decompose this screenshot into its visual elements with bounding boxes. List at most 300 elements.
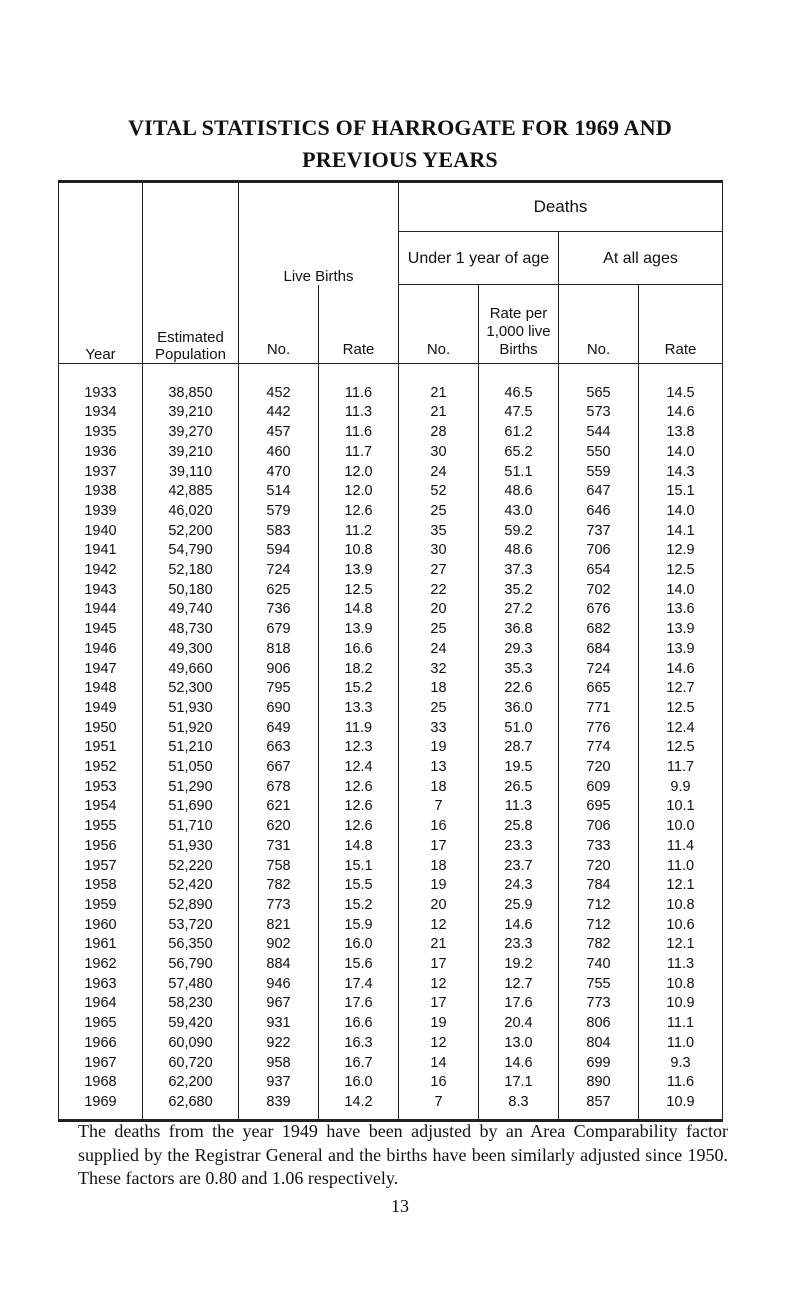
cell-births-no: 452 bbox=[239, 384, 319, 404]
cell-all-deaths-rate: 13.8 bbox=[639, 423, 723, 443]
cell-births-rate: 11.3 bbox=[319, 403, 399, 423]
cell-population: 51,930 bbox=[143, 837, 239, 857]
cell-all-deaths-rate: 10.6 bbox=[639, 916, 723, 936]
cell-births-rate: 14.8 bbox=[319, 837, 399, 857]
cell-all-deaths-no: 699 bbox=[559, 1054, 639, 1074]
title-line-1: VITAL STATISTICS OF HARROGATE FOR 1969 AND bbox=[128, 115, 672, 140]
cell-all-deaths-rate: 10.9 bbox=[639, 994, 723, 1014]
table-row bbox=[59, 1034, 723, 1054]
cell-births-no: 958 bbox=[239, 1054, 319, 1074]
cell-infant-deaths-no: 12 bbox=[399, 1034, 479, 1054]
cell-births-rate: 12.4 bbox=[319, 758, 399, 778]
cell-births-no: 736 bbox=[239, 600, 319, 620]
cell-year: 1943 bbox=[59, 581, 143, 601]
cell-infant-rate: 22.6 bbox=[479, 679, 559, 699]
cell-all-deaths-no: 774 bbox=[559, 738, 639, 758]
cell-population: 52,220 bbox=[143, 857, 239, 877]
cell-population: 51,690 bbox=[143, 797, 239, 817]
cell-infant-rate: 23.3 bbox=[479, 837, 559, 857]
cell-year: 1968 bbox=[59, 1073, 143, 1093]
cell-year: 1952 bbox=[59, 758, 143, 778]
cell-infant-deaths-no: 12 bbox=[399, 975, 479, 995]
cell-all-deaths-no: 740 bbox=[559, 955, 639, 975]
cell-all-deaths-no: 737 bbox=[559, 522, 639, 542]
table-row bbox=[59, 916, 723, 936]
cell-all-deaths-no: 702 bbox=[559, 581, 639, 601]
cell-births-no: 625 bbox=[239, 581, 319, 601]
cell-all-deaths-rate: 10.0 bbox=[639, 817, 723, 837]
cell-population: 58,230 bbox=[143, 994, 239, 1014]
table-row bbox=[59, 778, 723, 798]
cell-all-deaths-no: 857 bbox=[559, 1093, 639, 1121]
cell-infant-rate: 35.2 bbox=[479, 581, 559, 601]
cell-all-deaths-no: 665 bbox=[559, 679, 639, 699]
cell-population: 49,660 bbox=[143, 660, 239, 680]
cell-all-deaths-rate: 12.5 bbox=[639, 699, 723, 719]
cell-population: 39,270 bbox=[143, 423, 239, 443]
cell-all-deaths-no: 695 bbox=[559, 797, 639, 817]
cell-all-deaths-rate: 12.4 bbox=[639, 719, 723, 739]
cell-births-no: 884 bbox=[239, 955, 319, 975]
header-all-deaths-no: No. bbox=[559, 285, 639, 364]
page-title bbox=[0, 112, 800, 176]
cell-year: 1933 bbox=[59, 384, 143, 404]
cell-births-no: 773 bbox=[239, 896, 319, 916]
cell-infant-deaths-no: 20 bbox=[399, 600, 479, 620]
cell-year: 1937 bbox=[59, 463, 143, 483]
cell-infant-rate: 28.7 bbox=[479, 738, 559, 758]
cell-births-no: 906 bbox=[239, 660, 319, 680]
cell-infant-rate: 27.2 bbox=[479, 600, 559, 620]
cell-all-deaths-rate: 11.0 bbox=[639, 857, 723, 877]
cell-births-no: 937 bbox=[239, 1073, 319, 1093]
cell-infant-rate: 46.5 bbox=[479, 384, 559, 404]
cell-population: 39,210 bbox=[143, 403, 239, 423]
cell-population: 53,720 bbox=[143, 916, 239, 936]
cell-all-deaths-rate: 11.7 bbox=[639, 758, 723, 778]
cell-year: 1946 bbox=[59, 640, 143, 660]
cell-population: 52,200 bbox=[143, 522, 239, 542]
cell-births-rate: 14.8 bbox=[319, 600, 399, 620]
cell-all-deaths-no: 720 bbox=[559, 857, 639, 877]
cell-births-no: 583 bbox=[239, 522, 319, 542]
cell-year: 1935 bbox=[59, 423, 143, 443]
cell-all-deaths-rate: 12.1 bbox=[639, 935, 723, 955]
cell-births-rate: 13.9 bbox=[319, 620, 399, 640]
cell-population: 49,740 bbox=[143, 600, 239, 620]
header-infant-rate-per-1000: Rate per 1,000 live Births bbox=[479, 285, 559, 364]
cell-all-deaths-rate: 11.3 bbox=[639, 955, 723, 975]
table-row bbox=[59, 660, 723, 680]
table-row bbox=[59, 935, 723, 955]
cell-infant-deaths-no: 13 bbox=[399, 758, 479, 778]
cell-year: 1962 bbox=[59, 955, 143, 975]
page-number: 13 bbox=[391, 1196, 409, 1216]
cell-all-deaths-rate: 14.5 bbox=[639, 384, 723, 404]
cell-all-deaths-rate: 13.6 bbox=[639, 600, 723, 620]
cell-infant-rate: 47.5 bbox=[479, 403, 559, 423]
cell-all-deaths-no: 773 bbox=[559, 994, 639, 1014]
cell-births-rate: 14.2 bbox=[319, 1093, 399, 1121]
cell-all-deaths-rate: 14.1 bbox=[639, 522, 723, 542]
cell-infant-deaths-no: 22 bbox=[399, 581, 479, 601]
cell-infant-rate: 20.4 bbox=[479, 1014, 559, 1034]
cell-infant-deaths-no: 21 bbox=[399, 403, 479, 423]
table-row bbox=[59, 817, 723, 837]
cell-infant-deaths-no: 24 bbox=[399, 463, 479, 483]
cell-year: 1959 bbox=[59, 896, 143, 916]
cell-births-no: 470 bbox=[239, 463, 319, 483]
cell-infant-deaths-no: 20 bbox=[399, 896, 479, 916]
cell-infant-deaths-no: 24 bbox=[399, 640, 479, 660]
cell-year: 1964 bbox=[59, 994, 143, 1014]
cell-all-deaths-no: 559 bbox=[559, 463, 639, 483]
cell-infant-rate: 29.3 bbox=[479, 640, 559, 660]
cell-all-deaths-no: 782 bbox=[559, 935, 639, 955]
cell-all-deaths-rate: 10.1 bbox=[639, 797, 723, 817]
cell-births-no: 758 bbox=[239, 857, 319, 877]
cell-population: 52,300 bbox=[143, 679, 239, 699]
cell-year: 1955 bbox=[59, 817, 143, 837]
cell-infant-rate: 11.3 bbox=[479, 797, 559, 817]
table-row bbox=[59, 837, 723, 857]
table-row bbox=[59, 699, 723, 719]
cell-births-rate: 15.2 bbox=[319, 679, 399, 699]
cell-population: 50,180 bbox=[143, 581, 239, 601]
cell-infant-deaths-no: 35 bbox=[399, 522, 479, 542]
cell-births-no: 902 bbox=[239, 935, 319, 955]
cell-infant-deaths-no: 30 bbox=[399, 443, 479, 463]
cell-population: 51,920 bbox=[143, 719, 239, 739]
cell-births-rate: 15.1 bbox=[319, 857, 399, 877]
cell-infant-rate: 61.2 bbox=[479, 423, 559, 443]
cell-all-deaths-rate: 9.3 bbox=[639, 1054, 723, 1074]
title-line-2: PREVIOUS YEARS bbox=[302, 147, 498, 172]
cell-population: 62,680 bbox=[143, 1093, 239, 1121]
cell-all-deaths-no: 706 bbox=[559, 541, 639, 561]
cell-all-deaths-no: 609 bbox=[559, 778, 639, 798]
cell-infant-deaths-no: 32 bbox=[399, 660, 479, 680]
cell-all-deaths-no: 771 bbox=[559, 699, 639, 719]
cell-year: 1951 bbox=[59, 738, 143, 758]
cell-all-deaths-rate: 9.9 bbox=[639, 778, 723, 798]
cell-births-rate: 13.9 bbox=[319, 561, 399, 581]
cell-all-deaths-rate: 12.1 bbox=[639, 876, 723, 896]
cell-all-deaths-no: 890 bbox=[559, 1073, 639, 1093]
cell-births-no: 620 bbox=[239, 817, 319, 837]
cell-population: 49,300 bbox=[143, 640, 239, 660]
cell-births-no: 667 bbox=[239, 758, 319, 778]
table-row bbox=[59, 600, 723, 620]
cell-births-rate: 17.4 bbox=[319, 975, 399, 995]
cell-infant-rate: 23.7 bbox=[479, 857, 559, 877]
cell-all-deaths-no: 784 bbox=[559, 876, 639, 896]
cell-births-no: 678 bbox=[239, 778, 319, 798]
cell-year: 1957 bbox=[59, 857, 143, 877]
table-row bbox=[59, 561, 723, 581]
cell-births-no: 514 bbox=[239, 482, 319, 502]
cell-year: 1942 bbox=[59, 561, 143, 581]
cell-births-no: 967 bbox=[239, 994, 319, 1014]
cell-births-rate: 11.6 bbox=[319, 423, 399, 443]
cell-births-no: 818 bbox=[239, 640, 319, 660]
cell-births-no: 922 bbox=[239, 1034, 319, 1054]
cell-births-rate: 16.3 bbox=[319, 1034, 399, 1054]
cell-births-rate: 10.8 bbox=[319, 541, 399, 561]
cell-population: 46,020 bbox=[143, 502, 239, 522]
table-row bbox=[59, 975, 723, 995]
cell-all-deaths-rate: 14.0 bbox=[639, 443, 723, 463]
cell-infant-rate: 48.6 bbox=[479, 482, 559, 502]
cell-all-deaths-rate: 10.8 bbox=[639, 896, 723, 916]
cell-year: 1963 bbox=[59, 975, 143, 995]
cell-all-deaths-rate: 11.0 bbox=[639, 1034, 723, 1054]
cell-all-deaths-rate: 14.3 bbox=[639, 463, 723, 483]
cell-all-deaths-no: 684 bbox=[559, 640, 639, 660]
cell-births-no: 663 bbox=[239, 738, 319, 758]
cell-population: 57,480 bbox=[143, 975, 239, 995]
cell-infant-deaths-no: 28 bbox=[399, 423, 479, 443]
cell-population: 60,720 bbox=[143, 1054, 239, 1074]
cell-year: 1949 bbox=[59, 699, 143, 719]
cell-all-deaths-rate: 14.6 bbox=[639, 403, 723, 423]
cell-births-no: 457 bbox=[239, 423, 319, 443]
cell-births-no: 460 bbox=[239, 443, 319, 463]
cell-population: 38,850 bbox=[143, 384, 239, 404]
cell-all-deaths-no: 806 bbox=[559, 1014, 639, 1034]
cell-infant-rate: 23.3 bbox=[479, 935, 559, 955]
cell-births-rate: 13.3 bbox=[319, 699, 399, 719]
table-row bbox=[59, 640, 723, 660]
table-body bbox=[59, 364, 723, 1121]
cell-births-rate: 11.7 bbox=[319, 443, 399, 463]
table-row bbox=[59, 482, 723, 502]
table-row bbox=[59, 797, 723, 817]
cell-year: 1969 bbox=[59, 1093, 143, 1121]
cell-population: 42,885 bbox=[143, 482, 239, 502]
cell-infant-deaths-no: 7 bbox=[399, 1093, 479, 1121]
cell-all-deaths-no: 712 bbox=[559, 916, 639, 936]
cell-infant-deaths-no: 7 bbox=[399, 797, 479, 817]
cell-births-rate: 15.6 bbox=[319, 955, 399, 975]
cell-year: 1944 bbox=[59, 600, 143, 620]
cell-infant-rate: 14.6 bbox=[479, 916, 559, 936]
cell-births-no: 839 bbox=[239, 1093, 319, 1121]
cell-infant-deaths-no: 17 bbox=[399, 955, 479, 975]
header-estimated-population: Estimated Population bbox=[143, 182, 239, 364]
cell-infant-rate: 8.3 bbox=[479, 1093, 559, 1121]
cell-all-deaths-no: 646 bbox=[559, 502, 639, 522]
header-deaths: Deaths bbox=[399, 182, 723, 232]
cell-population: 51,710 bbox=[143, 817, 239, 837]
cell-infant-deaths-no: 25 bbox=[399, 699, 479, 719]
cell-all-deaths-rate: 11.4 bbox=[639, 837, 723, 857]
cell-infant-rate: 37.3 bbox=[479, 561, 559, 581]
cell-births-rate: 16.0 bbox=[319, 1073, 399, 1093]
cell-births-rate: 17.6 bbox=[319, 994, 399, 1014]
table-row bbox=[59, 522, 723, 542]
cell-year: 1965 bbox=[59, 1014, 143, 1034]
cell-infant-deaths-no: 19 bbox=[399, 1014, 479, 1034]
cell-year: 1939 bbox=[59, 502, 143, 522]
cell-births-no: 679 bbox=[239, 620, 319, 640]
cell-infant-deaths-no: 25 bbox=[399, 502, 479, 522]
cell-all-deaths-rate: 11.1 bbox=[639, 1014, 723, 1034]
cell-infant-rate: 51.1 bbox=[479, 463, 559, 483]
cell-infant-deaths-no: 19 bbox=[399, 738, 479, 758]
cell-births-rate: 12.3 bbox=[319, 738, 399, 758]
cell-population: 52,890 bbox=[143, 896, 239, 916]
footnote: The deaths from the year 1949 have been adjusted by an Area Comparability factor supplied by the Registrar General and the births have been similarly adjusted since 1950. These factors are 0.80 and 1.06 respectively. bbox=[78, 1121, 728, 1188]
header-all-deaths-rate: Rate bbox=[639, 285, 723, 364]
cell-infant-rate: 25.8 bbox=[479, 817, 559, 837]
cell-all-deaths-rate: 14.6 bbox=[639, 660, 723, 680]
cell-infant-rate: 65.2 bbox=[479, 443, 559, 463]
cell-year: 1950 bbox=[59, 719, 143, 739]
cell-infant-deaths-no: 21 bbox=[399, 384, 479, 404]
cell-all-deaths-no: 724 bbox=[559, 660, 639, 680]
table-row bbox=[59, 463, 723, 483]
cell-infant-rate: 48.6 bbox=[479, 541, 559, 561]
cell-population: 48,730 bbox=[143, 620, 239, 640]
cell-year: 1960 bbox=[59, 916, 143, 936]
cell-births-rate: 16.6 bbox=[319, 640, 399, 660]
cell-births-rate: 12.0 bbox=[319, 463, 399, 483]
cell-births-rate: 12.5 bbox=[319, 581, 399, 601]
cell-infant-deaths-no: 18 bbox=[399, 679, 479, 699]
cell-all-deaths-rate: 15.1 bbox=[639, 482, 723, 502]
table-row bbox=[59, 994, 723, 1014]
cell-year: 1940 bbox=[59, 522, 143, 542]
cell-all-deaths-rate: 10.9 bbox=[639, 1093, 723, 1121]
cell-births-rate: 16.6 bbox=[319, 1014, 399, 1034]
cell-infant-rate: 36.0 bbox=[479, 699, 559, 719]
cell-year: 1958 bbox=[59, 876, 143, 896]
cell-all-deaths-rate: 12.5 bbox=[639, 738, 723, 758]
table-row bbox=[59, 541, 723, 561]
cell-all-deaths-no: 804 bbox=[559, 1034, 639, 1054]
cell-all-deaths-no: 544 bbox=[559, 423, 639, 443]
cell-all-deaths-no: 682 bbox=[559, 620, 639, 640]
cell-all-deaths-no: 712 bbox=[559, 896, 639, 916]
cell-year: 1941 bbox=[59, 541, 143, 561]
cell-all-deaths-no: 573 bbox=[559, 403, 639, 423]
cell-births-rate: 11.9 bbox=[319, 719, 399, 739]
cell-infant-rate: 26.5 bbox=[479, 778, 559, 798]
cell-population: 60,090 bbox=[143, 1034, 239, 1054]
cell-births-no: 795 bbox=[239, 679, 319, 699]
cell-births-rate: 16.7 bbox=[319, 1054, 399, 1074]
cell-population: 54,790 bbox=[143, 541, 239, 561]
table-row bbox=[59, 955, 723, 975]
cell-births-no: 442 bbox=[239, 403, 319, 423]
cell-births-no: 782 bbox=[239, 876, 319, 896]
cell-infant-rate: 51.0 bbox=[479, 719, 559, 739]
cell-infant-deaths-no: 17 bbox=[399, 837, 479, 857]
cell-infant-rate: 24.3 bbox=[479, 876, 559, 896]
cell-infant-deaths-no: 16 bbox=[399, 817, 479, 837]
cell-births-rate: 16.0 bbox=[319, 935, 399, 955]
cell-year: 1961 bbox=[59, 935, 143, 955]
cell-population: 59,420 bbox=[143, 1014, 239, 1034]
cell-population: 56,350 bbox=[143, 935, 239, 955]
cell-all-deaths-rate: 11.6 bbox=[639, 1073, 723, 1093]
table-row bbox=[59, 502, 723, 522]
cell-births-no: 594 bbox=[239, 541, 319, 561]
cell-all-deaths-no: 720 bbox=[559, 758, 639, 778]
cell-infant-deaths-no: 33 bbox=[399, 719, 479, 739]
cell-births-rate: 15.2 bbox=[319, 896, 399, 916]
table-row bbox=[59, 1093, 723, 1121]
cell-births-no: 724 bbox=[239, 561, 319, 581]
cell-year: 1947 bbox=[59, 660, 143, 680]
cell-all-deaths-rate: 13.9 bbox=[639, 620, 723, 640]
table-row bbox=[59, 758, 723, 778]
cell-all-deaths-rate: 12.7 bbox=[639, 679, 723, 699]
cell-infant-deaths-no: 21 bbox=[399, 935, 479, 955]
cell-infant-rate: 43.0 bbox=[479, 502, 559, 522]
header-year: Year bbox=[59, 182, 143, 364]
cell-year: 1948 bbox=[59, 679, 143, 699]
cell-all-deaths-no: 706 bbox=[559, 817, 639, 837]
table-row bbox=[59, 738, 723, 758]
cell-births-rate: 12.6 bbox=[319, 778, 399, 798]
cell-infant-deaths-no: 14 bbox=[399, 1054, 479, 1074]
cell-population: 51,290 bbox=[143, 778, 239, 798]
cell-all-deaths-no: 676 bbox=[559, 600, 639, 620]
cell-births-no: 649 bbox=[239, 719, 319, 739]
cell-all-deaths-no: 565 bbox=[559, 384, 639, 404]
cell-year: 1934 bbox=[59, 403, 143, 423]
header-at-all-ages: At all ages bbox=[559, 232, 723, 285]
table-row bbox=[59, 384, 723, 404]
cell-infant-rate: 12.7 bbox=[479, 975, 559, 995]
cell-population: 51,210 bbox=[143, 738, 239, 758]
cell-year: 1956 bbox=[59, 837, 143, 857]
cell-births-no: 946 bbox=[239, 975, 319, 995]
table-row bbox=[59, 443, 723, 463]
table-row bbox=[59, 876, 723, 896]
cell-population: 56,790 bbox=[143, 955, 239, 975]
header-infant-deaths-no: No. bbox=[399, 285, 479, 364]
cell-infant-rate: 59.2 bbox=[479, 522, 559, 542]
cell-infant-deaths-no: 18 bbox=[399, 778, 479, 798]
cell-infant-rate: 35.3 bbox=[479, 660, 559, 680]
cell-births-rate: 12.6 bbox=[319, 502, 399, 522]
cell-year: 1938 bbox=[59, 482, 143, 502]
table-row bbox=[59, 423, 723, 443]
cell-all-deaths-no: 550 bbox=[559, 443, 639, 463]
cell-births-rate: 12.0 bbox=[319, 482, 399, 502]
cell-year: 1967 bbox=[59, 1054, 143, 1074]
cell-births-no: 579 bbox=[239, 502, 319, 522]
cell-all-deaths-no: 647 bbox=[559, 482, 639, 502]
cell-all-deaths-rate: 14.0 bbox=[639, 502, 723, 522]
cell-births-no: 690 bbox=[239, 699, 319, 719]
cell-all-deaths-no: 755 bbox=[559, 975, 639, 995]
table-row bbox=[59, 857, 723, 877]
vital-statistics-table bbox=[58, 180, 723, 1122]
header-births-rate: Rate bbox=[319, 285, 399, 364]
cell-infant-rate: 14.6 bbox=[479, 1054, 559, 1074]
cell-all-deaths-no: 654 bbox=[559, 561, 639, 581]
cell-infant-rate: 19.2 bbox=[479, 955, 559, 975]
cell-infant-deaths-no: 30 bbox=[399, 541, 479, 561]
table-row bbox=[59, 1054, 723, 1074]
cell-infant-deaths-no: 12 bbox=[399, 916, 479, 936]
table-row bbox=[59, 1073, 723, 1093]
table-row bbox=[59, 620, 723, 640]
